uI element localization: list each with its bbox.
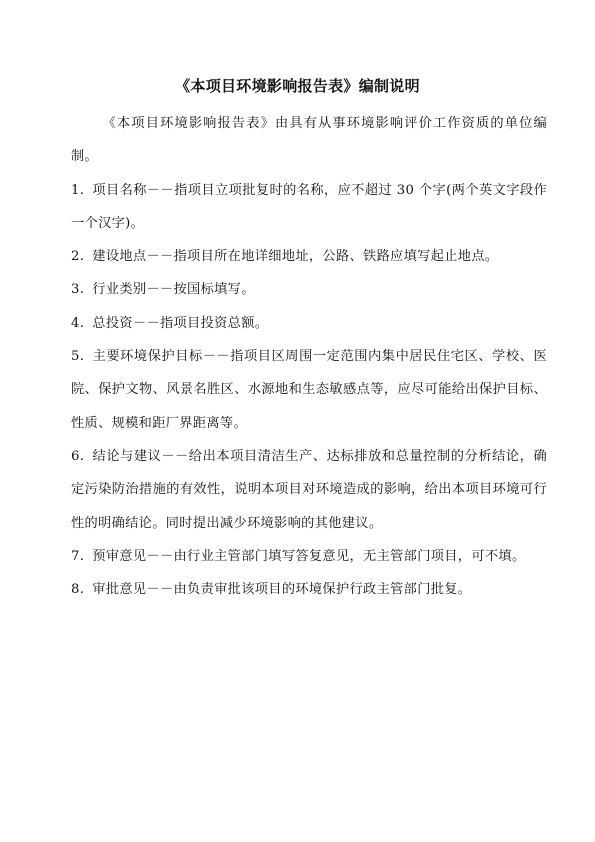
item-text: 主要环境保护目标－－指项目区周围一定范围内集中居民住宅区、学校、医院、保护文物、风景名胜区、水源地和生态敏感点等，应尽可能给出保护目标、性质、规模和距厂界距离等。 [71,349,547,431]
list-item-1 [71,174,547,241]
intro-paragraph: 《本项目环境影响报告表》由具有从事环境影响评价工作资质的单位编制。 [71,116,547,165]
item-number: 2. [71,249,85,265]
list-item-5 [71,340,547,440]
item-text: 建设地点－－指项目所在地详细地址，公路、铁路应填写起止地点。 [92,249,499,265]
list-item-2 [71,240,547,273]
item-number: 6. [71,448,85,464]
document-title: 《本项目环境影响报告表》编制说明 [175,77,420,95]
item-text: 总投资－－指项目投资总额。 [92,315,269,331]
list-item-7 [71,540,547,573]
item-number: 5. [71,349,85,365]
item-text: 审批意见－－由负责审批该项目的环境保护行政主管部门批复。 [92,582,472,598]
item-text: 项目名称－－指项目立项批复时的名称，应不超过 30 个字(两个英文字段作一个汉字)。 [71,182,547,231]
list-item-4 [71,307,547,340]
item-number: 1. [71,182,85,198]
list-item-6 [71,440,547,540]
item-text: 结论与建议－－给出本项目清洁生产、达标排放和总量控制的分析结论，确定污染防治措施的有效性，说明本项目对环境造成的影响，给出本项目环境可行性的明确结论。同时提出减少环境影响的其他建议。 [71,448,547,531]
list-item-8 [71,573,547,606]
document-body [71,107,547,606]
item-text: 行业类别－－按国标填写。 [92,282,255,298]
item-number: 7. [71,548,85,564]
list-item-3 [71,273,547,306]
item-number: 8. [71,582,85,598]
item-text: 预审意见－－由行业主管部门填写答复意见，无主管部门项目，可不填。 [92,548,526,564]
item-number: 4. [71,315,85,331]
item-number: 3. [71,282,85,298]
